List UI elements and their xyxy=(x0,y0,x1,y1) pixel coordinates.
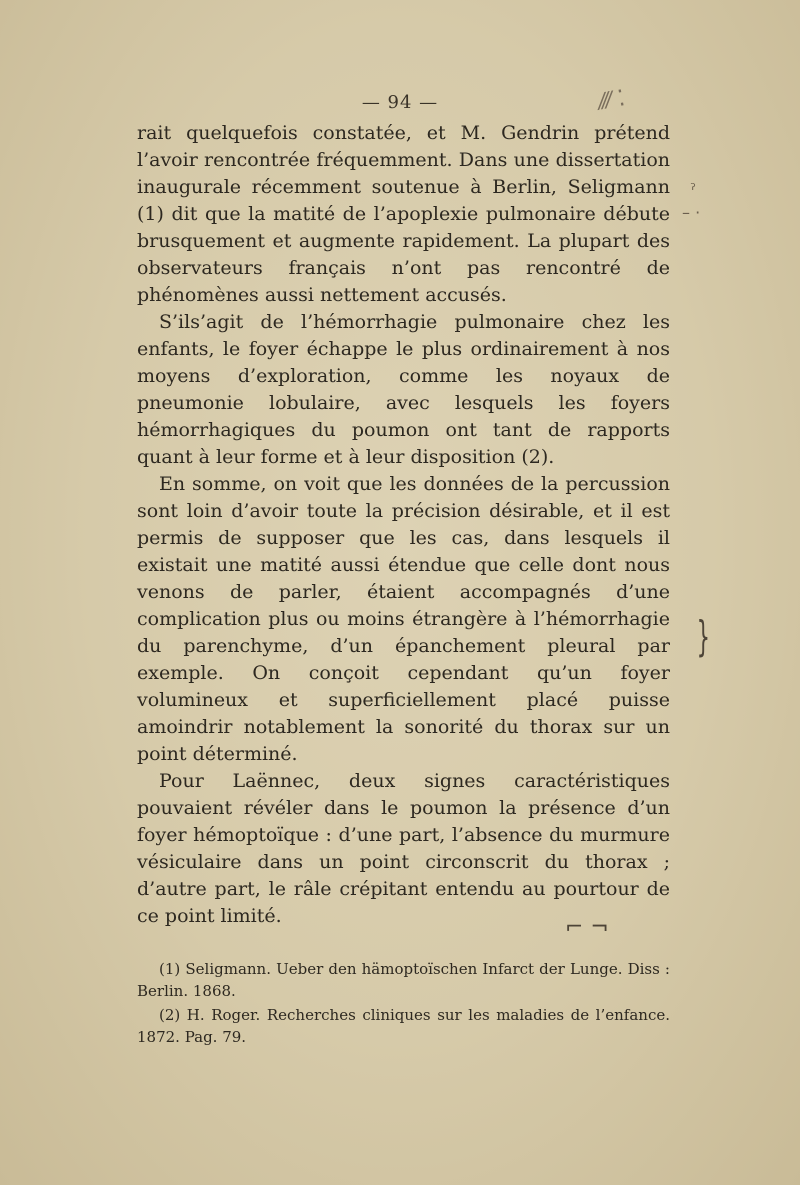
paragraph: Pour Laënnec, deux signes caractéristiques pouvaient révéler dans le poumon la présence d’un foyer hémoptoïque : d’une part, l’absence du murmure vésiculaire dans un point circonscrit du thorax ; d’autre part, le râle crépitant entendu au pourtour de ce point limité. xyxy=(137,770,670,927)
page-number: — 94 — xyxy=(361,92,439,113)
body-text xyxy=(137,120,670,930)
paragraph: En somme, on voit que les données de la percussion sont loin d’avoir toute la précision désirable, et il est permis de supposer que les cas, dans lesquels il existait une matité aussi étendue que celle dont nous venons de parler, étaient accompagnés d’une complication plus ou moins étrangère à l’hémorrhagie du parenchyme, d’un épanchement pleural par exemple. On conçoit cependant qu’un foyer volumineux et superficiellement placé puisse amoindrir notablement la sonorité du thorax sur un point déterminé. xyxy=(137,473,670,765)
paragraph: S’ils’agit de l’hémorrhagie pulmonaire chez les enfants, le foyer échappe le plus ordinairement à nos moyens d’exploration, comme les noyaux de pneumonie lobulaire, avec lesquels les foyers hémorrhagiques du poumon ont tant de rapports quant à leur forme et à leur disposition (2). xyxy=(137,311,670,468)
paragraph: rait quelquefois constatée, et M. Gendrin prétend l’avoir rencontrée fréquemment. Dans une dissertation inaugurale récemment soutenue à Berlin, Seligmann (1) dit que la matité de l’apoplexie pulmonaire débute brusquement et augmente rapidement. La plupart des observateurs français n’ont pas rencontré de phénomènes aussi nettement accusés. xyxy=(137,122,670,306)
margin-mark-icon: ˀ xyxy=(690,180,696,199)
footnotes xyxy=(137,958,670,1050)
handwritten-bracket-icon: } xyxy=(696,612,711,661)
margin-dash-icon: – · xyxy=(682,203,701,222)
handwritten-mark-icon: ⌐ ¬ xyxy=(565,915,609,940)
handwritten-mark-icon: ⁄⁄⁄ ⁚ xyxy=(598,86,627,115)
footnote: (1) Seligmann. Ueber den hämoptoïschen Infarct der Lunge. Diss : Berlin. 1868. xyxy=(137,960,670,1000)
footnote: (2) H. Roger. Recherches cliniques sur les maladies de l’enfance. 1872. Pag. 79. xyxy=(137,1006,670,1046)
